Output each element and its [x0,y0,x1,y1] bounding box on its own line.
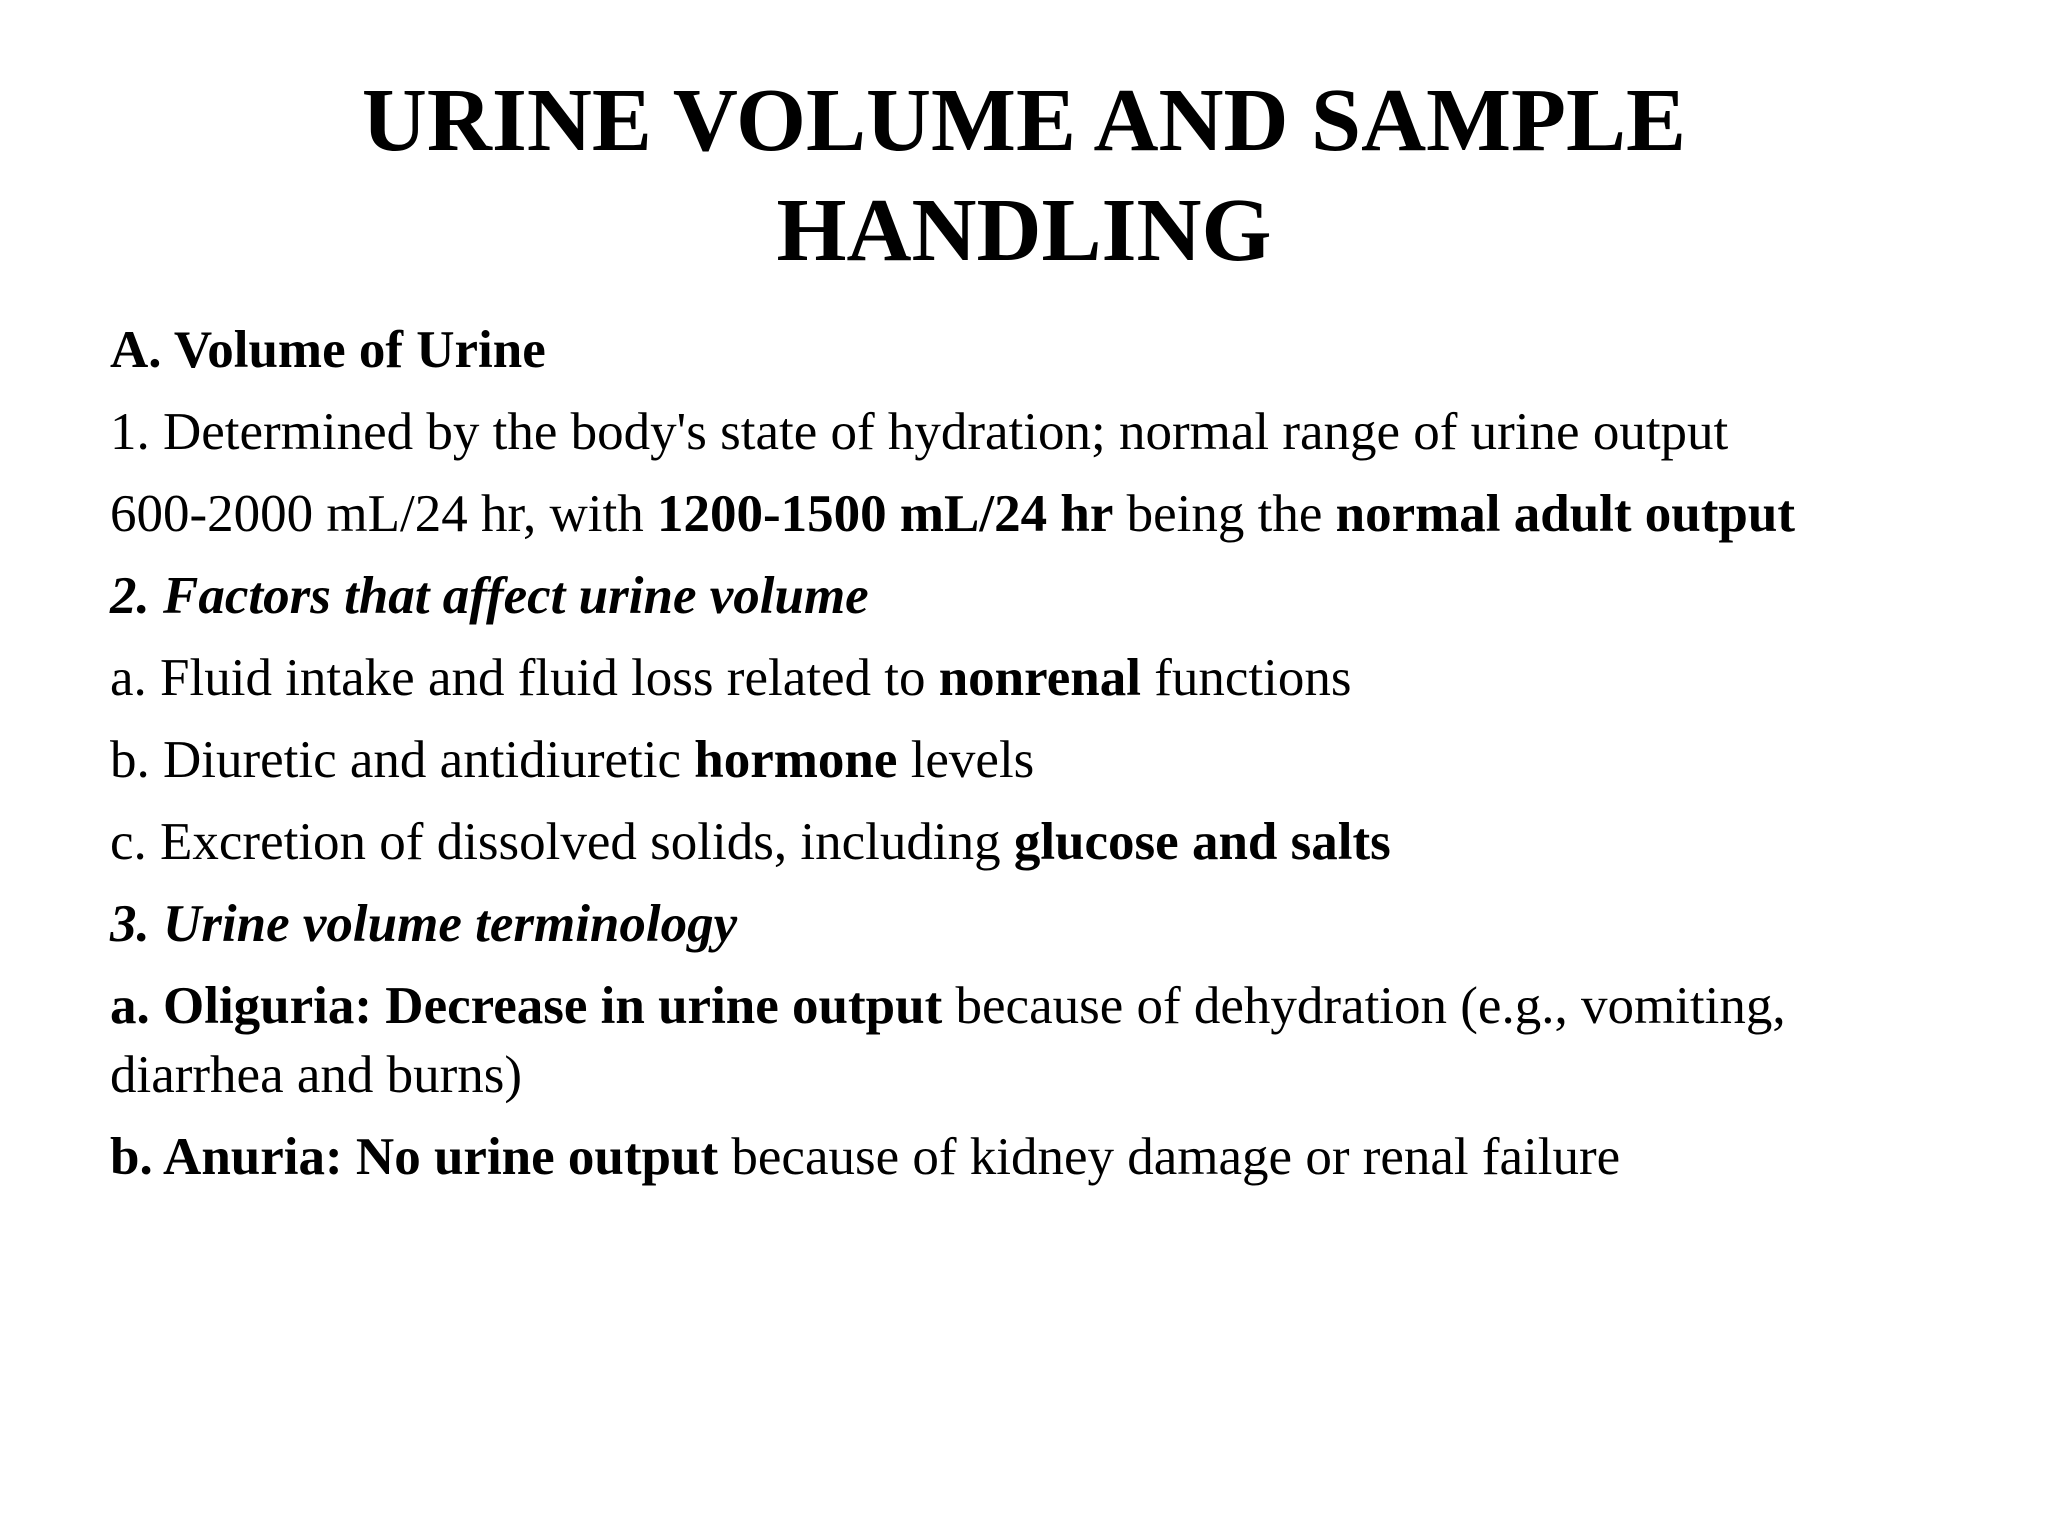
term-oliguria-bold: a. Oliguria: Decrease in urine output [110,977,943,1035]
section-heading-volume: A. Volume of Urine [110,321,546,379]
terminology-heading: 3. Urine volume terminology [110,895,738,953]
factor-a-bold: nonrenal [938,649,1141,707]
item-1-bold-normal: normal adult output [1335,485,1796,543]
term-oliguria-text: because of dehydration (e.g., vomiting, diarrhea and burns) [110,977,1786,1104]
term-anuria [110,1123,1936,1192]
item-1-bold-range: 1200-1500 mL/24 hr [656,485,1114,543]
factor-a-text: a. Fluid intake and fluid loss related to [110,649,939,707]
factor-b [110,726,1936,795]
factor-a [110,644,1936,713]
factor-b-text: b. Diuretic and antidiuretic [110,731,695,789]
slide-body [110,316,1936,1192]
slide-title-line-2: HANDLING [776,181,1272,280]
factor-b-tail: levels [897,731,1035,789]
term-anuria-text: because of kidney damage or renal failure [718,1128,1621,1186]
slide-title-line-1: URINE VOLUME AND SAMPLE [361,71,1687,170]
factor-c-text: c. Excretion of dissolved solids, including [110,813,1014,871]
factor-c-bold: glucose and salts [1013,813,1391,871]
slide-title [0,66,2048,286]
item-1-line-1: 1. Determined by the body's state of hydration; normal range of urine output [110,403,1729,461]
item-1-line-2 [110,480,1936,549]
item-1-text-2: being the [1113,485,1336,543]
term-anuria-bold: b. Anuria: No urine output [110,1128,719,1186]
factor-a-tail: functions [1140,649,1352,707]
term-oliguria [110,972,1936,1110]
item-1-text-1: 600-2000 mL/24 hr, with [110,485,657,543]
factors-heading: 2. Factors that affect urine volume [110,567,869,625]
factor-c [110,808,1936,877]
factor-b-bold: hormone [694,731,898,789]
